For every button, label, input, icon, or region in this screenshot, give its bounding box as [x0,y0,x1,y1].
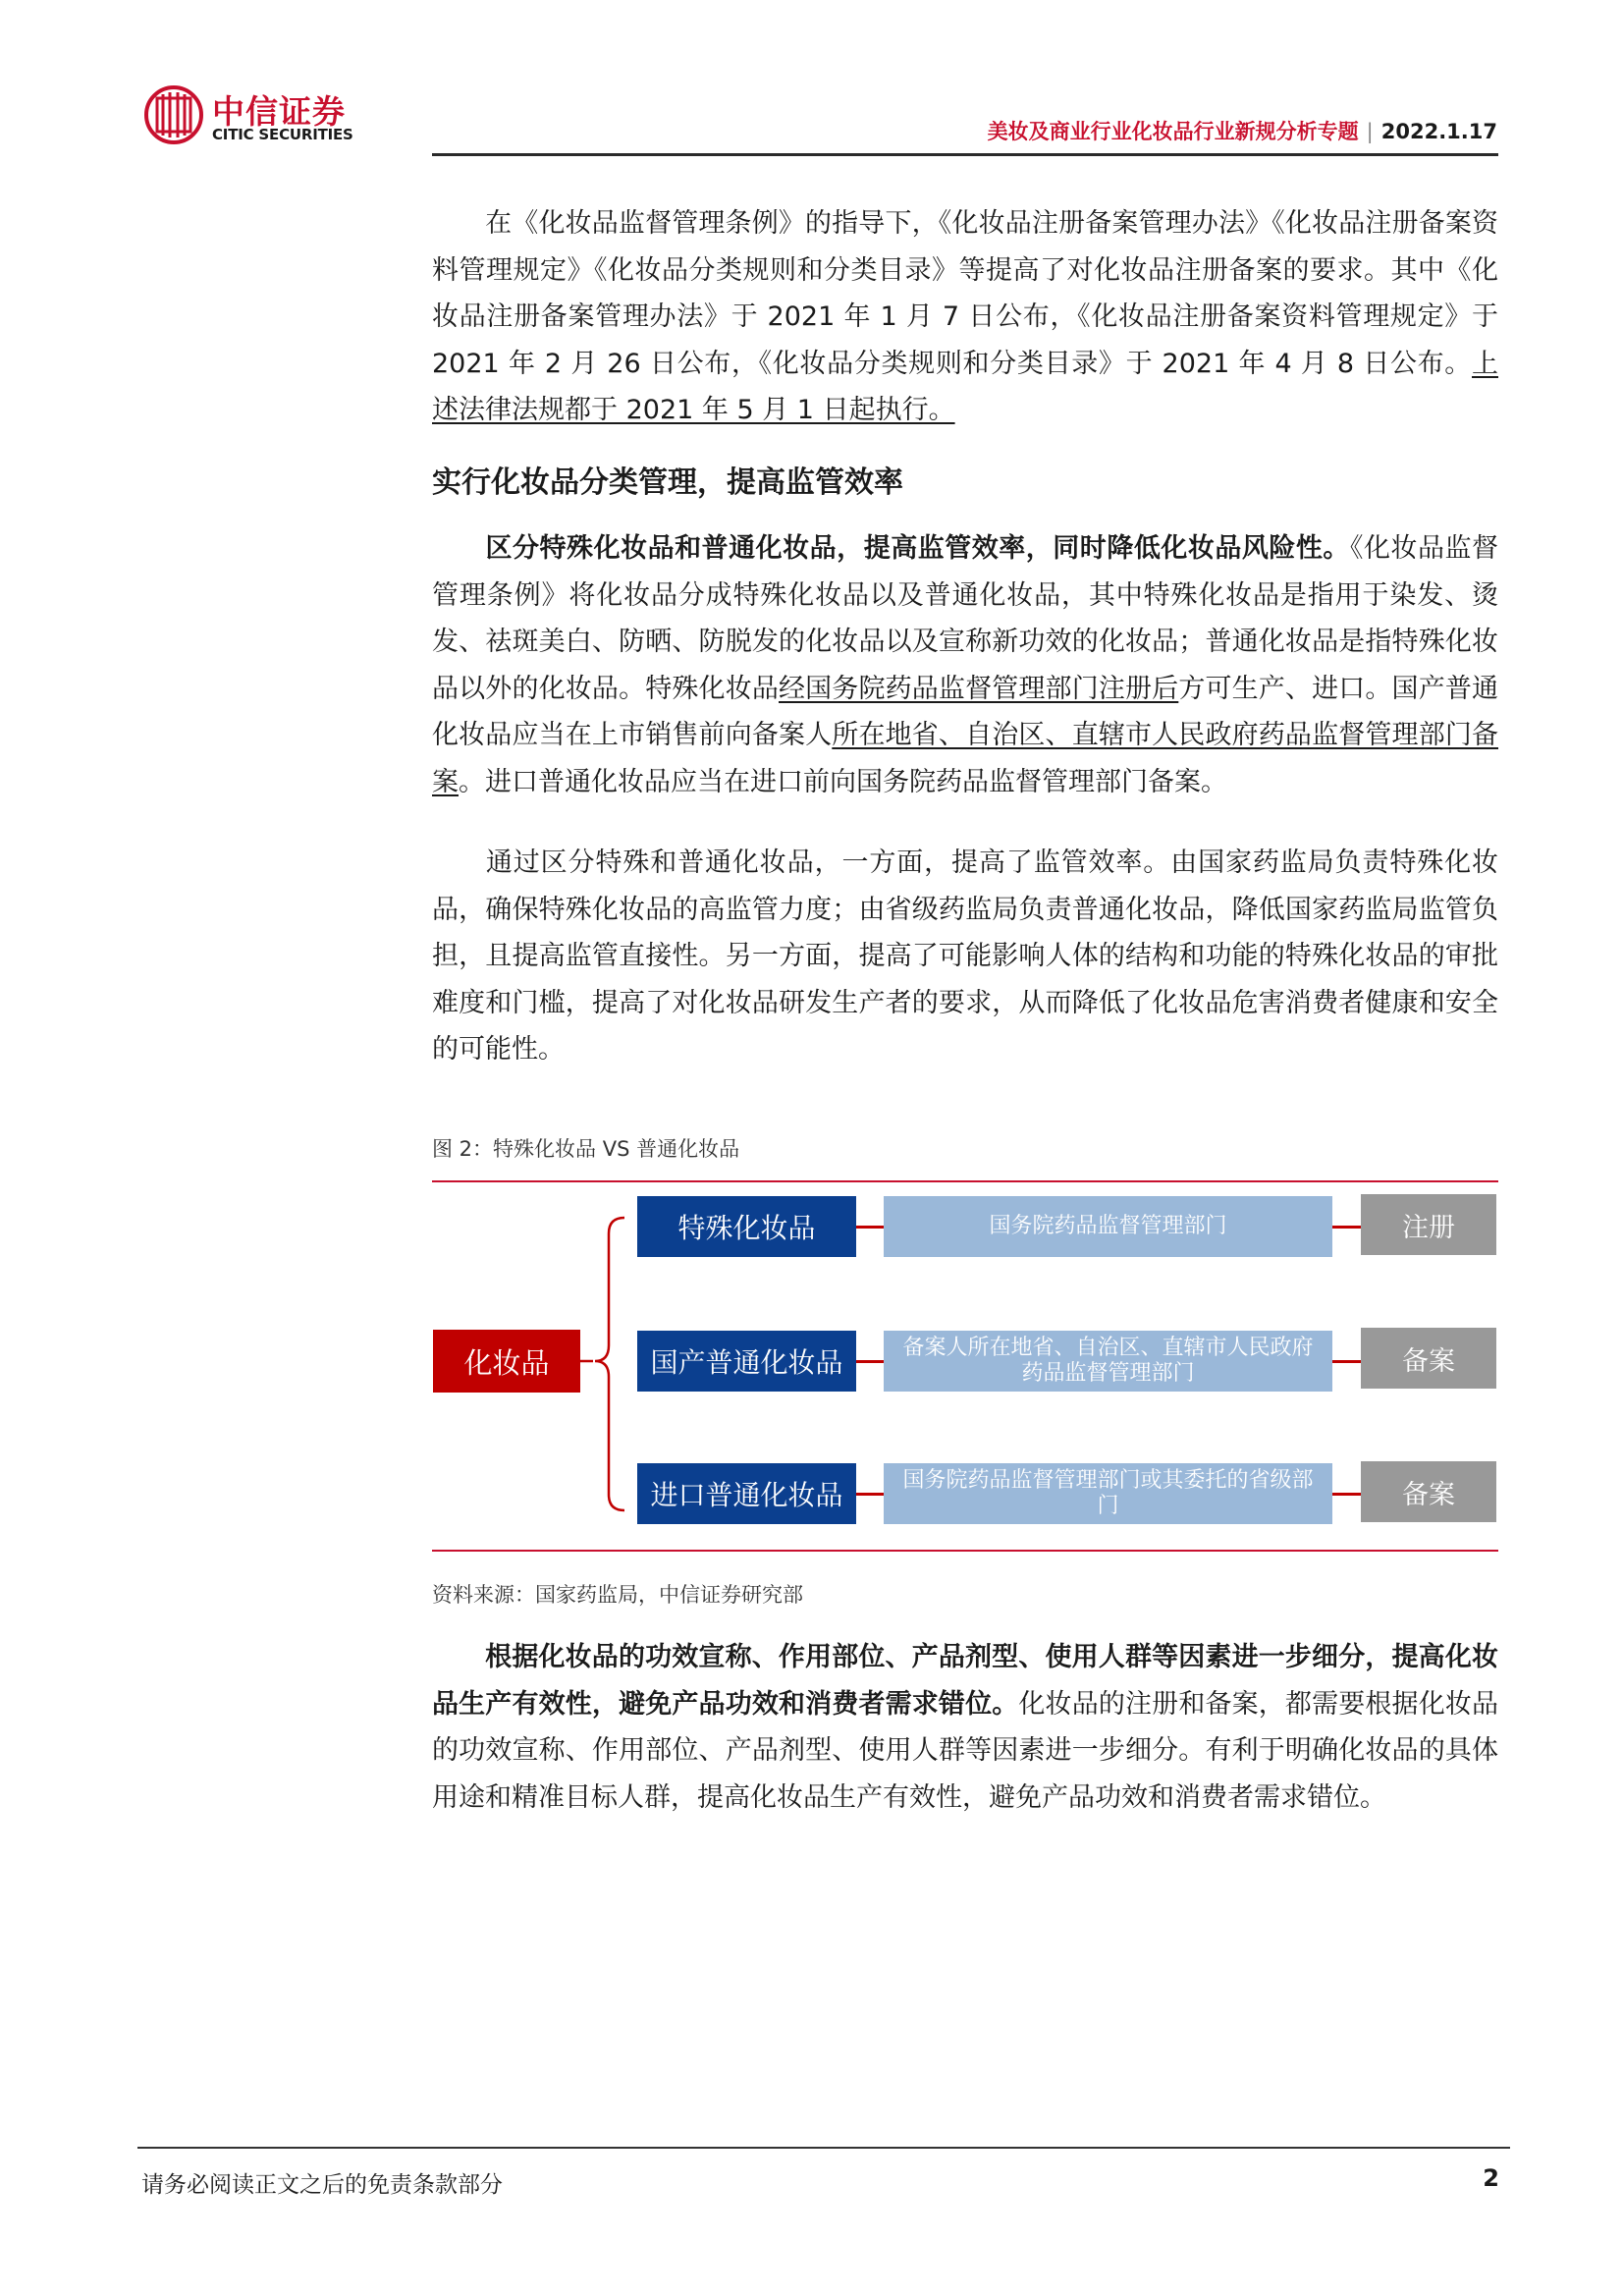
para2-underline-2: 所在地省、自治区、直辖市人民政府药品监督管理部门备案 [432,720,1499,797]
figure-source: 资料来源：国家药监局，中信证券研究部 [432,1583,803,1607]
report-title: 美妆及商业行业化妆品行业新规分析专题 [987,120,1359,143]
para2-text-3: 。进口普通化妆品应当在进口前向国务院药品监督管理部门备案。 [459,766,1227,797]
connector [856,1226,884,1229]
connector [1332,1493,1361,1496]
report-header [988,116,1497,145]
efficiency-paragraph [432,840,1498,1073]
figure-title: 图 2：特殊化妆品 VS 普通化妆品 [432,1137,740,1161]
category-node-imported: 进口普通化妆品 [637,1463,856,1524]
para3-text: 通过区分特殊和普通化妆品，一方面，提高了监管效率。由国家药监局负责特殊化妆品，确保特殊化妆品的高监管力度；由省级药监局负责普通化妆品，降低国家药监局监管负担，且提高监管直接性。另一方面，提高了可能影响人体的结构和功能的特殊化妆品的审批难度和门槛，提高了对化妆品研发生产者的要求，从而降低了化妆品危害消费者健康和安全的可能性。 [432,847,1498,1065]
intro-text: 在《化妆品监督管理条例》的指导下，《化妆品注册备案管理办法》《化妆品注册备案资料管理规定》《化妆品分类规则和分类目录》等提高了对化妆品注册备案的要求。其中《化妆品注册备案管理办法》于 2021 年 1 月 7 日公布，《化妆品注册备案资料管理规定》于 2021 年 2 月 26 日公布，《化妆品分类规则和分类目录》于 2021 年 4 月 8 日公布。 [432,208,1498,379]
connector [1332,1226,1361,1229]
logo-en-text: CITIC SECURITIES [212,126,353,143]
intro-paragraph [432,200,1498,434]
classification-paragraph [432,525,1498,805]
footer-disclaimer: 请务必阅读正文之后的免责条款部分 [141,2172,503,2198]
logo [143,84,379,147]
result-node-filing-domestic: 备案 [1361,1328,1496,1389]
para4-bold-lead: 根据化妆品的功效宣称、作用部位、产品剂型、使用人群等因素进一步细分，提高化妆品生产有效性，避免产品功效和消费者需求错位。 [432,1642,1498,1720]
figure-bottom-rule [432,1550,1498,1552]
para4-text: 化妆品的注册和备案，都需要根据化妆品的功效宣称、作用部位、产品剂型、使用人群等因素进一步细分。有利于明确化妆品的具体用途和精准目标人群，提高化妆品生产有效性，避免产品功效和消费者需求错位。 [432,1688,1499,1813]
category-node-domestic: 国产普通化妆品 [637,1331,856,1392]
para2-underline-1: 经国务院药品监督管理部门注册后 [779,673,1179,704]
category-node-special: 特殊化妆品 [637,1196,856,1257]
root-node: 化妆品 [433,1330,580,1393]
dept-node-special: 国务院药品监督管理部门 [884,1196,1332,1257]
citic-logo-icon [143,84,204,145]
footer-rule [137,2147,1510,2149]
result-node-register: 注册 [1361,1194,1496,1255]
connector [856,1360,884,1363]
dept-node-domestic: 备案人所在地省、自治区、直辖市人民政府药品监督管理部门 [884,1331,1332,1392]
page-number: 2 [1483,2164,1499,2192]
intro-underlined: 上述法律法规都于 2021 年 5 月 1 日起执行。 [432,348,1498,425]
connector [856,1493,884,1496]
para2-text-2: 方可生产、进口。国产普通化妆品应当在上市销售前向备案人 [432,673,1499,750]
subdivision-paragraph [432,1634,1498,1821]
header-separator: | [1366,120,1374,143]
report-date: 2022.1.17 [1380,120,1497,143]
logo-cn-text: 中信证券 [212,92,346,131]
header-rule [432,153,1498,156]
section-title: 实行化妆品分类管理，提高监管效率 [432,465,903,500]
para2-text-1: 《化妆品监督管理条例》将化妆品分成特殊化妆品以及普通化妆品，其中特殊化妆品是指用于染发、烫发、祛斑美白、防晒、防脱发的化妆品以及宣称新功效的化妆品；普通化妆品是指特殊化妆品以外的化妆品。特殊化妆品 [432,533,1499,704]
dept-node-imported: 国务院药品监督管理部门或其委托的省级部门 [884,1463,1332,1524]
figure-top-rule [432,1180,1498,1182]
connector [1332,1360,1361,1363]
para2-bold-lead: 区分特殊化妆品和普通化妆品，提高监管效率，同时降低化妆品风险性。 [485,533,1350,564]
result-node-filing-imported: 备案 [1361,1461,1496,1522]
